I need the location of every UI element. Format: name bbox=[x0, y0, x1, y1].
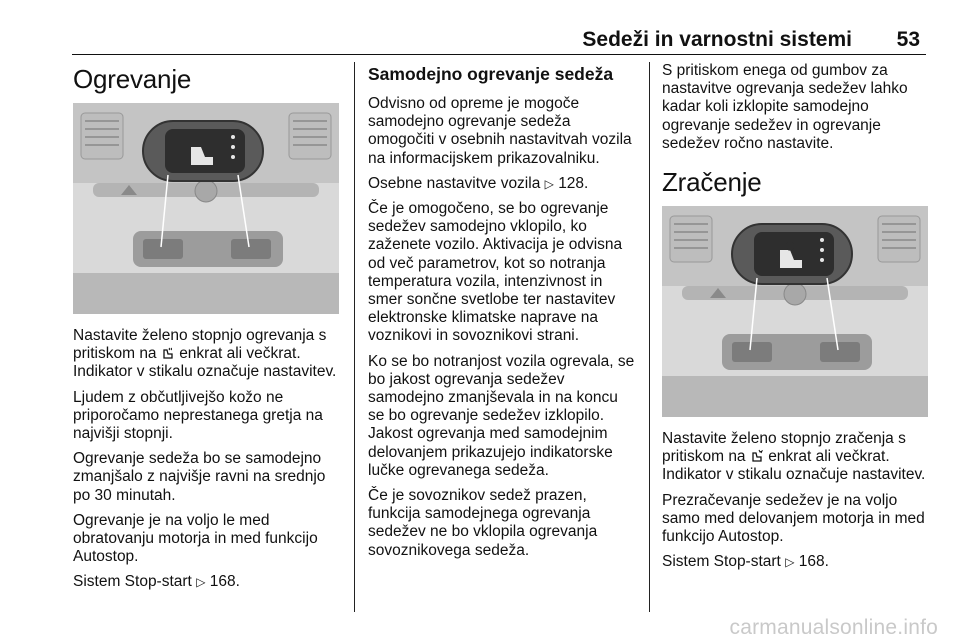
auto-heating-intro-paragraph: Odvisno od opreme je mogoče samodejno ogrevanje sedeža omogočiti v osebnih nastavitvah vozila na informacijskem prikazovalniku. bbox=[368, 95, 632, 167]
section-heading-ogrevanje: Ogrevanje bbox=[73, 64, 192, 94]
page-reference-arrow-icon: ▷ bbox=[785, 555, 795, 570]
watermark: carmanualsonline.info bbox=[729, 616, 938, 639]
seat-heating-illustration bbox=[73, 103, 339, 314]
page-reference-arrow-icon: ▷ bbox=[196, 575, 206, 590]
auto-reduce-paragraph: Ogrevanje sedeža bo se samodejno zmanjšalo z najvišje ravni na srednjo po 30 minutah. bbox=[73, 450, 326, 504]
column-divider-2 bbox=[649, 62, 650, 612]
auto-activation-paragraph: Če je omogočeno, se bo ogrevanje sedežev samodejno vklopilo, ko zaženete vozilo. Aktivacija je odvisna od več parametrov, kot so notranja temperatura vozila, intenzivnost in smer sončne svetlobe ter nastavitev elektronske klimatske naprave na voznikovi in sovoznikovi strani. bbox=[368, 200, 623, 345]
column-3 bbox=[662, 62, 934, 578]
stop-start-reference[interactable]: Sistem Stop-start ▷ 168. bbox=[73, 573, 240, 591]
page-number: 53 bbox=[896, 28, 920, 51]
heating-instruction-paragraph: Nastavite želeno stopnjo ogrevanja s pritiskom na enkrat ali večkrat. Indikator v stikalu označuje nastavitev. bbox=[73, 327, 337, 381]
section-heading-zracenje: Zračenje bbox=[662, 167, 762, 198]
page-header bbox=[0, 22, 960, 54]
manual-override-paragraph: S pritiskom enega od gumbov za nastavitve ogrevanja sedežev lahko kadar koli izklopite samodejno ogrevanje sedežev in ogrevanje sedežev ročno nastavite. bbox=[662, 62, 908, 152]
column-divider-1 bbox=[354, 62, 355, 612]
stop-start-reference[interactable]: Sistem Stop-start ▷ 168. bbox=[662, 553, 829, 571]
passenger-seat-paragraph: Če je sovoznikov sedež prazen, funkcija samodejnega ogrevanja sedežev ne bo vklopila ogrevanja sovoznikovega sedeža. bbox=[368, 487, 598, 559]
availability-paragraph: Ogrevanje je na voljo le med obratovanju motorja in med funkcijo Autostop. bbox=[73, 511, 318, 566]
auto-reduction-paragraph: Ko se bo notranjost vozila ogrevala, se bo jakost ogrevanja sedežev samodejno zmanjševala in na koncu se bo ogrevanje sedežev izklopilo. Jakost ogrevanja med samodejnim delovanjem prikazujejo indikatorske lučke ogrevanega sedeža. bbox=[368, 352, 635, 479]
header-divider bbox=[72, 54, 926, 55]
ventilation-instruction-paragraph: Nastavite želeno stopnjo zračenja s pritiskom na enkrat ali večkrat. Indikator v stikalu označuje nastavitev. bbox=[662, 430, 926, 484]
section-heading-auto-heating: Samodejno ogrevanje sedeža bbox=[368, 64, 614, 84]
vehicle-settings-reference[interactable]: Osebne nastavitve vozila ▷ 128. bbox=[368, 174, 589, 192]
seat-ventilation-illustration bbox=[662, 206, 928, 417]
seat-heating-icon bbox=[161, 346, 175, 360]
ventilation-availability-paragraph: Prezračevanje sedežev je na voljo samo med delovanjem motorja in med funkcijo Autostop. bbox=[662, 491, 925, 546]
column-1 bbox=[73, 62, 346, 599]
seat-ventilation-icon bbox=[750, 449, 764, 463]
column-2 bbox=[368, 62, 636, 567]
page-reference-arrow-icon: ▷ bbox=[544, 176, 554, 191]
chapter-title: Sedeži in varnostni sistemi bbox=[582, 28, 852, 51]
sensitive-skin-paragraph: Ljudem z občutljivejšo kožo ne priporočamo neprestanega gretja na najvišji stopnji. bbox=[73, 388, 323, 443]
